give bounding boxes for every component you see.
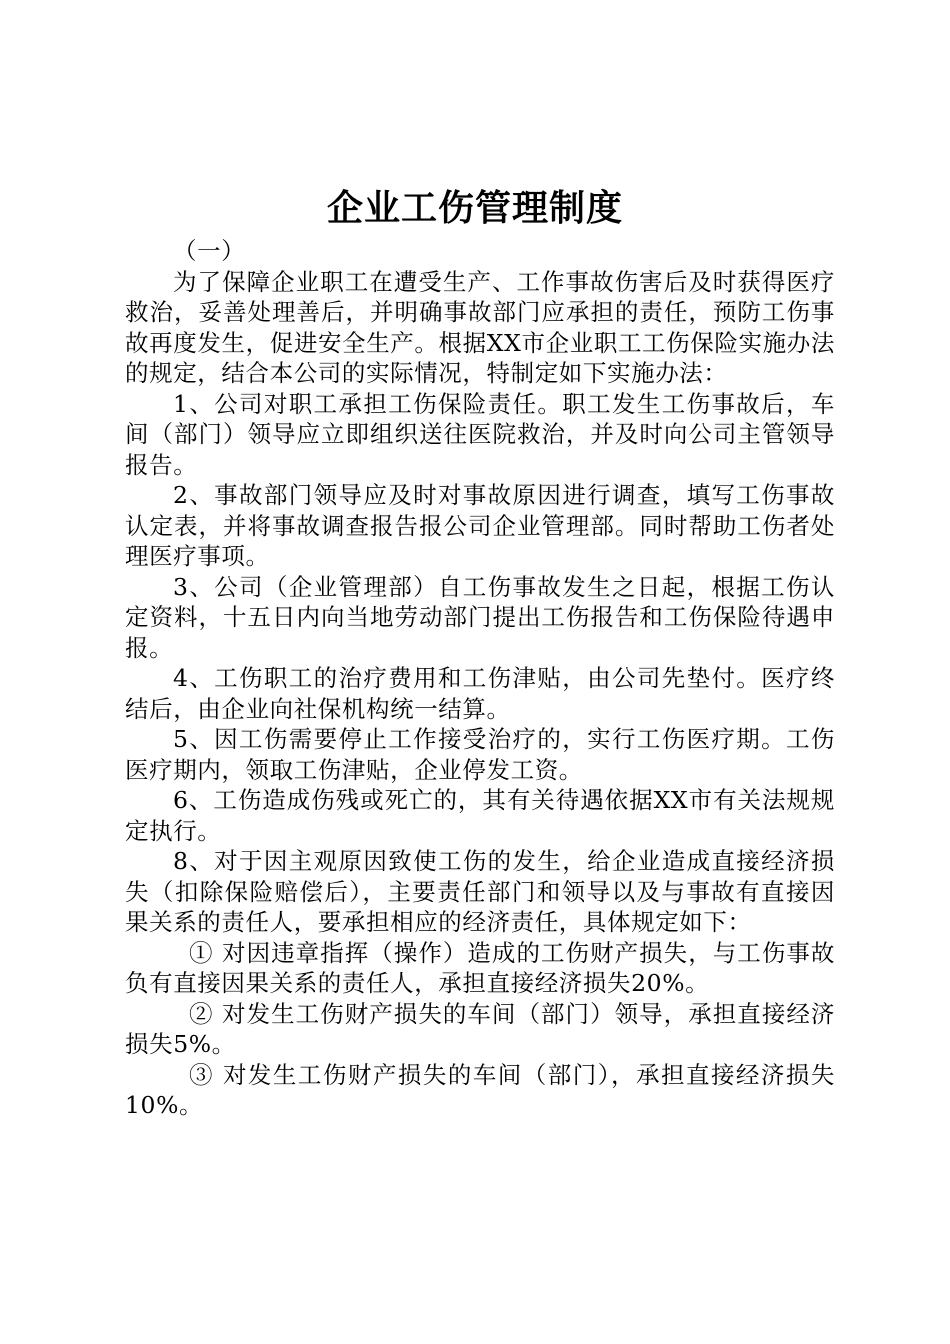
clause-3: 3、公司（企业管理部）自工伤事故发生之日起，根据工伤认定资料，十五日内向当地劳动部门提出工伤报告和工伤保险待遇申报。 [125,572,835,662]
document-body [125,236,835,1121]
clause-1: 1、公司对职工承担工伤保险责任。职工发生工伤事故后，车间（部门）领导应立即组织送往医院救治，并及时向公司主管领导报告。 [125,389,835,479]
clause-2: 2、事故部门领导应及时对事故原因进行调查，填写工伤事故认定表，并将事故调查报告报公司企业管理部。同时帮助工伤者处理医疗事项。 [125,481,835,570]
clause-6: 6、工伤造成伤残或死亡的，其有关待遇依据XX市有关法规规定执行。 [125,786,835,845]
sub-clause-3: ③ 对发生工伤财产损失的车间（部门），承担直接经济损失10%。 [125,1060,835,1119]
clause-4: 4、工伤职工的治疗费用和工伤津贴，由公司先垫付。医疗终结后，由企业向社保机构统一结算。 [125,664,835,723]
sub-clause-1: ① 对因违章指挥（操作）造成的工伤财产损失，与工伤事故负有直接因果关系的责任人，承担直接经济损失20%。 [125,938,835,997]
clause-8: 8、对于因主观原因致使工伤的发生，给企业造成直接经济损失（扣除保险赔偿后），主要责任部门和领导以及与事故有直接因果关系的责任人，要承担相应的经济责任，具体规定如下： [125,847,835,936]
clause-5: 5、因工伤需要停止工作接受治疗的，实行工伤医疗期。工伤医疗期内，领取工伤津贴，企业停发工资。 [125,725,835,784]
intro-paragraph: 为了保障企业职工在遭受生产、工作事故伤害后及时获得医疗救治，妥善处理善后，并明确事故部门应承担的责任，预防工伤事故再度发生，促进安全生产。根据XX市企业职工工伤保险实施办法的规定，结合本公司的实际情况，特制定如下实施办法： [125,267,835,387]
sub-clause-2: ② 对发生工伤财产损失的车间（部门）领导，承担直接经济损失5%。 [125,999,835,1058]
section-label: （一） [173,237,246,265]
document-title: 企业工伤管理制度 [326,187,623,229]
